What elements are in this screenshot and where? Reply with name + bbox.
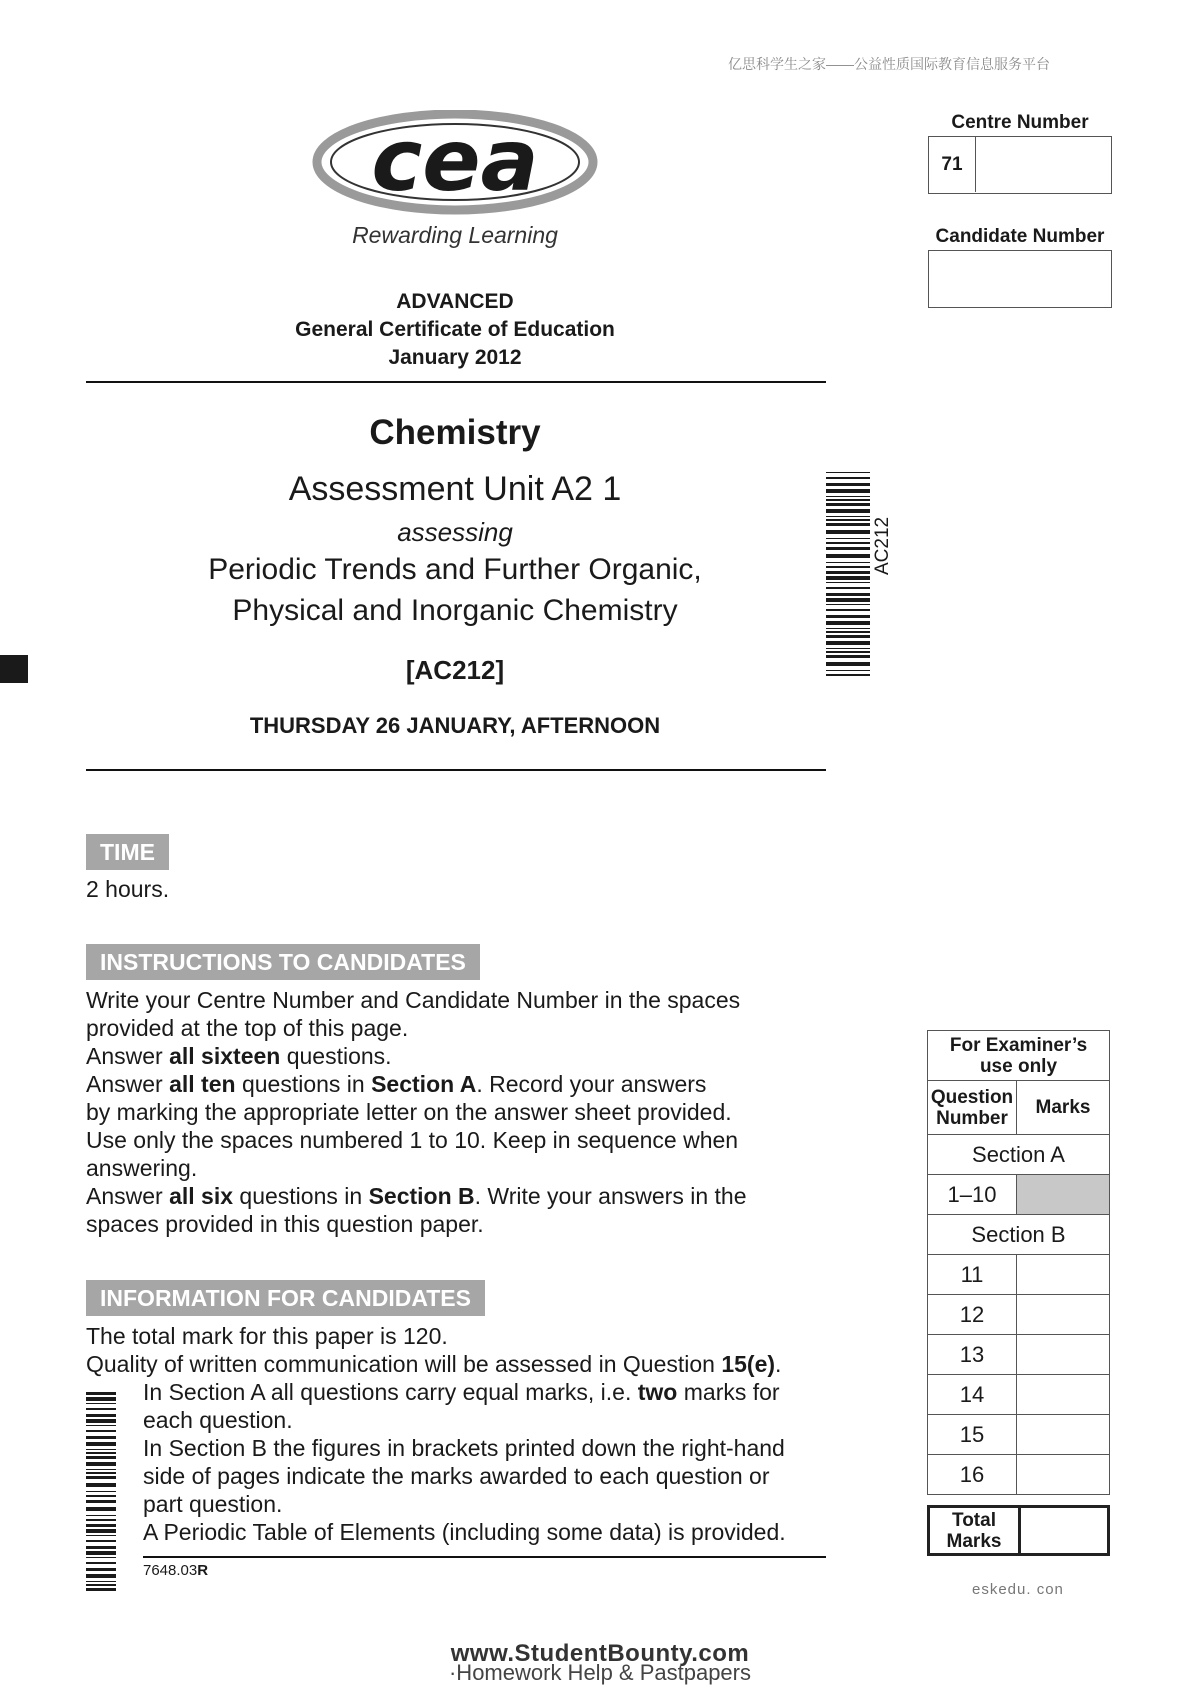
barcode-bar [826,593,870,596]
time-heading: TIME [86,834,169,870]
barcode-bar [86,1462,116,1466]
subject-title: Chemistry [369,413,541,452]
footer-rule [143,1556,826,1558]
instructions-line: Answer all ten questions in Section A. Record your answers [86,1071,707,1097]
paper-reference-code: 7648.03R [143,1562,209,1579]
instructions-line: Answer all six questions in Section B. Write your answers in the [86,1183,747,1209]
instructions-line: Answer all sixteen questions. [86,1043,392,1069]
barcode-bar [86,1519,116,1521]
header-rule [86,381,826,383]
barcode-bar [826,483,870,486]
centre-number-label: Centre Number [951,112,1089,133]
instructions-line: answering. [86,1155,198,1181]
qualification-heading: General Certificate of Education [295,318,615,341]
barcode-bar [826,566,870,568]
time-value: 2 hours. [86,876,170,902]
top-watermark: 亿思科学生之家——公益性质国际教育信息服务平台 [728,56,1050,72]
side-barcode [86,1392,116,1596]
barcode-bar [826,489,870,493]
barcode-bar [86,1581,116,1582]
barcode-bar [86,1500,116,1503]
barcode-bar [826,576,870,580]
barcode-bar [826,628,870,629]
side-barcode-bars [86,1392,116,1591]
marks-cell [1017,1335,1110,1375]
marks-cell [1017,1255,1110,1295]
section-a-row: Section A [928,1135,1110,1175]
barcode-bar [86,1515,116,1516]
barcode-bar [86,1425,116,1426]
paper-barcode [826,472,874,682]
barcode-bar [826,582,870,583]
instructions-line: provided at the top of this page. [86,1015,409,1041]
barcode-bar [826,604,870,605]
information-line: side of pages indicate the marks awarded to each question or [143,1463,770,1489]
question-number: 16 [928,1455,1017,1495]
barcode-bar [86,1540,116,1542]
barcode-bar [86,1529,116,1533]
information-body-top [86,1322,846,1378]
barcode-bar [86,1574,116,1578]
barcode-bar [86,1403,116,1404]
barcode-bar [86,1430,116,1432]
paper-code: [AC212] [405,655,505,685]
barcode-bar [826,598,870,602]
barcode-bar [86,1557,116,1558]
barcode-bar [86,1483,116,1487]
barcode-bar [86,1419,116,1423]
barcode-bar [826,519,870,521]
level-heading: ADVANCED [396,290,514,313]
barcode-bar [86,1562,116,1564]
information-line: each question. [143,1407,293,1433]
total-marks-cell [1020,1507,1109,1555]
logo-wordmark: cea [371,111,539,211]
watermark-tagline: ·Homework Help & Pastpapers [448,1660,751,1685]
barcode-bar [86,1456,116,1459]
information-line: Quality of written communication will be assessed in Question 15(e). [86,1351,782,1377]
barcode-bar [826,615,870,618]
barcode-bars [826,472,870,676]
information-line: In Section A all questions carry equal marks, i.e. two marks for [143,1379,780,1405]
barcode-bar [826,635,870,638]
instructions-line: Write your Centre Number and Candidate Number in the spaces [86,987,741,1013]
barcode-bar [826,609,870,611]
barcode-bar [86,1397,116,1401]
title-rule [86,769,826,771]
marks-header: Marks [1017,1081,1110,1135]
barcode-bar [86,1442,116,1446]
barcode-bar [826,587,870,589]
candidate-number-label: Candidate Number [935,226,1105,247]
barcode-bar [86,1524,116,1527]
barcode-bar [86,1408,116,1410]
barcode-bar [86,1392,116,1395]
barcode-bar [86,1414,116,1417]
marks-cell [1017,1455,1110,1495]
barcode-bar [826,499,870,501]
barcode-bar [86,1568,116,1571]
barcode-bar [86,1535,116,1536]
barcode-bar [826,496,870,497]
barcode-bar [826,648,870,649]
barcode-bar [826,562,870,563]
barcode-bar [826,655,870,658]
information-line: part question. [143,1491,283,1517]
barcode-bar [86,1551,116,1555]
barcode-bar [826,571,870,574]
barcode-bar [86,1436,116,1439]
barcode-bar [826,509,870,513]
barcode-bar [826,621,870,625]
studentbounty-watermark [440,1640,760,1685]
barcode-bar [826,542,870,544]
barcode-bar [826,641,870,645]
description-line-1: Periodic Trends and Further Organic, [208,553,702,586]
instructions-line: Use only the spaces numbered 1 to 10. Keep in sequence when [86,1127,739,1153]
barcode-bar [826,477,870,479]
description-line-2: Physical and Inorganic Chemistry [232,594,678,627]
barcode-bar [826,631,870,633]
marks-cell [1017,1295,1110,1335]
centre-number-prefix: 71 [929,137,976,192]
barcode-bar [86,1584,116,1586]
barcode-bar [826,538,870,539]
exam-date: THURSDAY 26 JANUARY, AFTERNOON [249,713,661,738]
question-number: 13 [928,1335,1017,1375]
barcode-bar [826,554,870,558]
barcode-bar [826,530,870,534]
marks-cell [1017,1375,1110,1415]
information-body-indented [143,1378,843,1546]
question-number: 14 [928,1375,1017,1415]
total-marks-table [927,1505,1110,1556]
barcode-bar [826,674,870,676]
information-line: A Periodic Table of Elements (including some data) is provided. [143,1519,786,1545]
information-line: The total mark for this paper is 120. [86,1323,448,1349]
instructions-heading: INSTRUCTIONS TO CANDIDATES [86,944,480,980]
barcode-bar [86,1476,116,1479]
examiner-table [927,1030,1110,1495]
cea-logo [310,110,600,220]
question-number: 12 [928,1295,1017,1335]
assessing-label: assessing [397,517,513,547]
barcode-bar [86,1469,116,1470]
question-number: 15 [928,1415,1017,1455]
information-line: In Section B the figures in brackets printed down the right-hand [143,1435,785,1461]
barcode-bar [86,1491,116,1492]
barcode-bar [826,651,870,653]
total-marks-label: Total Marks [929,1507,1020,1555]
barcode-bar [826,670,870,671]
instructions-line: by marking the appropriate letter on the answer sheet provided. [86,1099,732,1125]
barcode-bar [826,503,870,506]
examiner-table-title: For Examiner’s use only [928,1031,1110,1081]
marks-cell [1017,1415,1110,1455]
section-a-range: 1–10 [928,1175,1017,1215]
barcode-bar [86,1495,116,1497]
unit-title: Assessment Unit A2 1 [288,470,622,508]
logo-tagline: Rewarding Learning [352,222,558,248]
barcode-bar [826,472,870,473]
barcode-bar [826,547,870,550]
barcode-bar [86,1449,116,1450]
candidate-number-input[interactable] [928,250,1112,308]
barcode-bar [86,1546,116,1549]
section-b-row: Section B [928,1215,1110,1255]
instructions-line: spaces provided in this question paper. [86,1211,484,1237]
question-number: 11 [928,1255,1017,1295]
barcode-bar [86,1472,116,1474]
barcode-bar [826,662,870,666]
centre-number-box [928,136,1112,194]
centre-number-input[interactable] [976,137,1110,192]
barcode-bar [826,516,870,517]
barcode-label: AC212 [872,516,893,575]
barcode-bar [86,1452,116,1454]
information-heading: INFORMATION FOR CANDIDATES [86,1280,485,1316]
barcode-bar [826,523,870,526]
section-a-marks-cell [1017,1175,1110,1215]
instructions-body [86,986,846,1238]
session-heading: January 2012 [388,346,522,369]
eskedu-watermark: eskedu. con [972,1581,1064,1598]
barcode-bar [86,1588,116,1591]
watermark-url: www.StudentBounty.com [450,1640,750,1667]
barcode-bar [86,1507,116,1511]
question-number-header: Question Number [928,1081,1017,1135]
